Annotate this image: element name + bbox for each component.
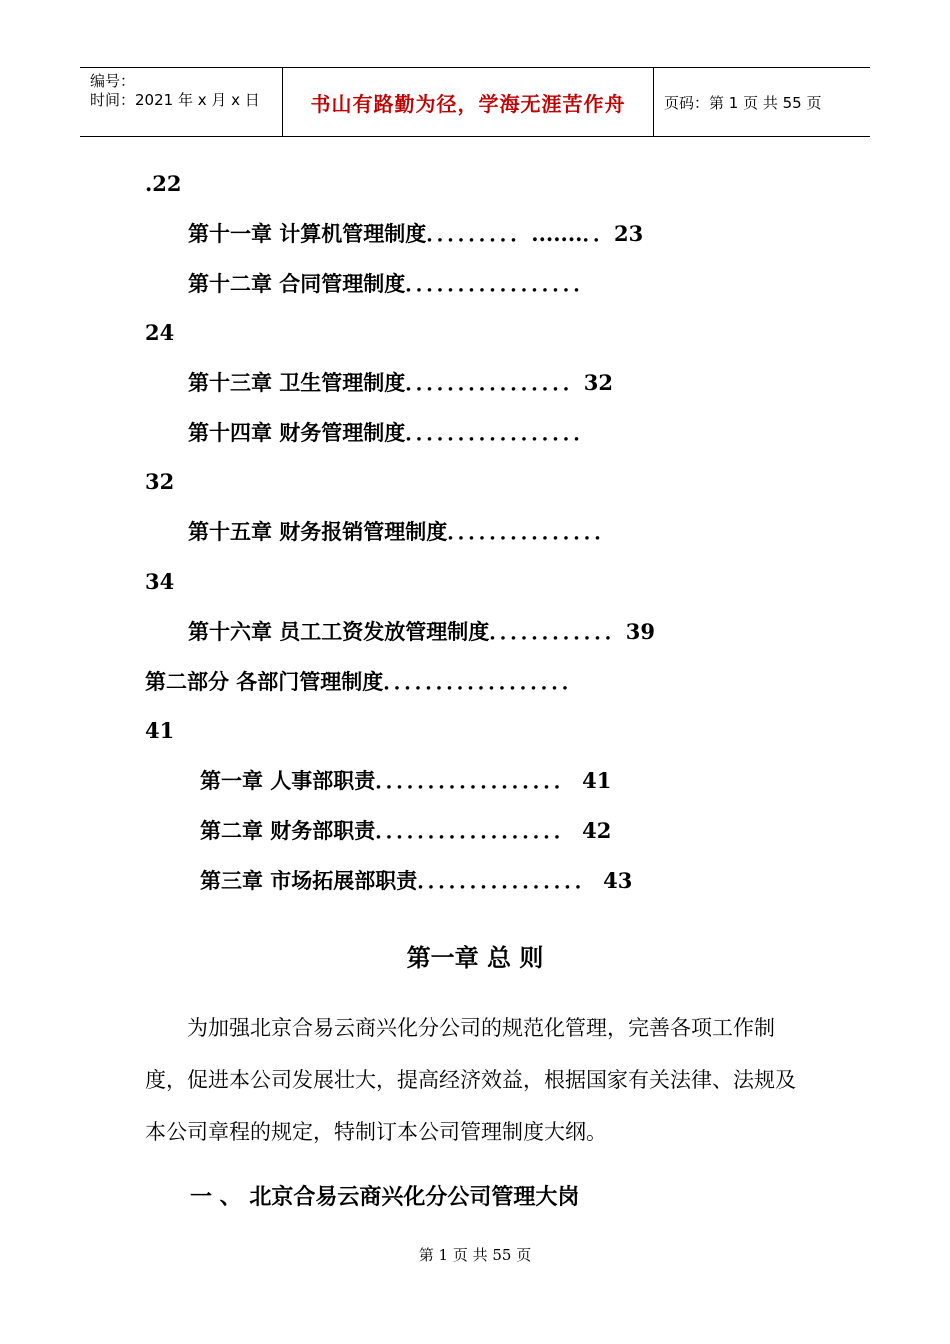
toc-line: 41 [145,718,175,743]
toc-line: .22 [145,171,182,196]
document-date-label: 时间：2021 年 x 月 x 日 [90,91,260,109]
toc-line: 32 [145,469,175,494]
toc-line: 第十二章 合同管理制度．．．．．．．．．．．．．．．．． [188,271,595,296]
intro-paragraph: 为加强北京合易云商兴化分公司的规范化管理，完善各项工作制度，促进本公司发展壮大，提高经济效益，根据国家有关法律、法规及本公司章程的规定，特制订本公司管理制度大纲。 [145,1016,796,1144]
toc-line: 第十四章 财务管理制度．．．．．．．．．．．．．．．．． [188,420,595,445]
header-meta [80,68,282,136]
toc-line: 第十六章 员工工资发放管理制度．．．．．．．．．．．．39 [188,619,656,644]
toc-line: 24 [145,320,175,345]
toc-line: 第十五章 财务报销管理制度．．．．．．．．．．．．．．． [188,519,616,544]
toc-line: 第十一章 计算机管理制度．．．．．．．．．.......．．23 [188,221,644,246]
header-page-label: 页码：第 1 页 共 55 页 [664,93,822,112]
document-number-label: 编号： [90,72,136,90]
chapter-heading: 第一章 总 则 [406,943,544,972]
page-footer: 第 1 页 共 55 页 [418,1246,532,1264]
toc-line: 第二章 财务部职责．．．．．．．．．．．．．．．．．． 42 [200,818,612,843]
header-motto: 书山有路勤为径，学海无涯苦作舟 [282,68,654,136]
toc-line: 第十三章 卫生管理制度．．．．．．．．．．．．．．．．32 [188,370,614,395]
toc-line: 34 [145,569,175,594]
toc-line: 第二部分 各部门管理制度．．．．．．．．．．．．．．．．．． [145,669,583,694]
section-heading: 一 、 北京合易云商兴化分公司管理大岗 [190,1184,580,1210]
toc-line: 第一章 人事部职责．．．．．．．．．．．．．．．．．． 41 [200,768,612,793]
toc-line: 第三章 市场拓展部职责．．．．．．．．．．．．．．．． 43 [200,868,633,893]
page-header [80,67,870,137]
